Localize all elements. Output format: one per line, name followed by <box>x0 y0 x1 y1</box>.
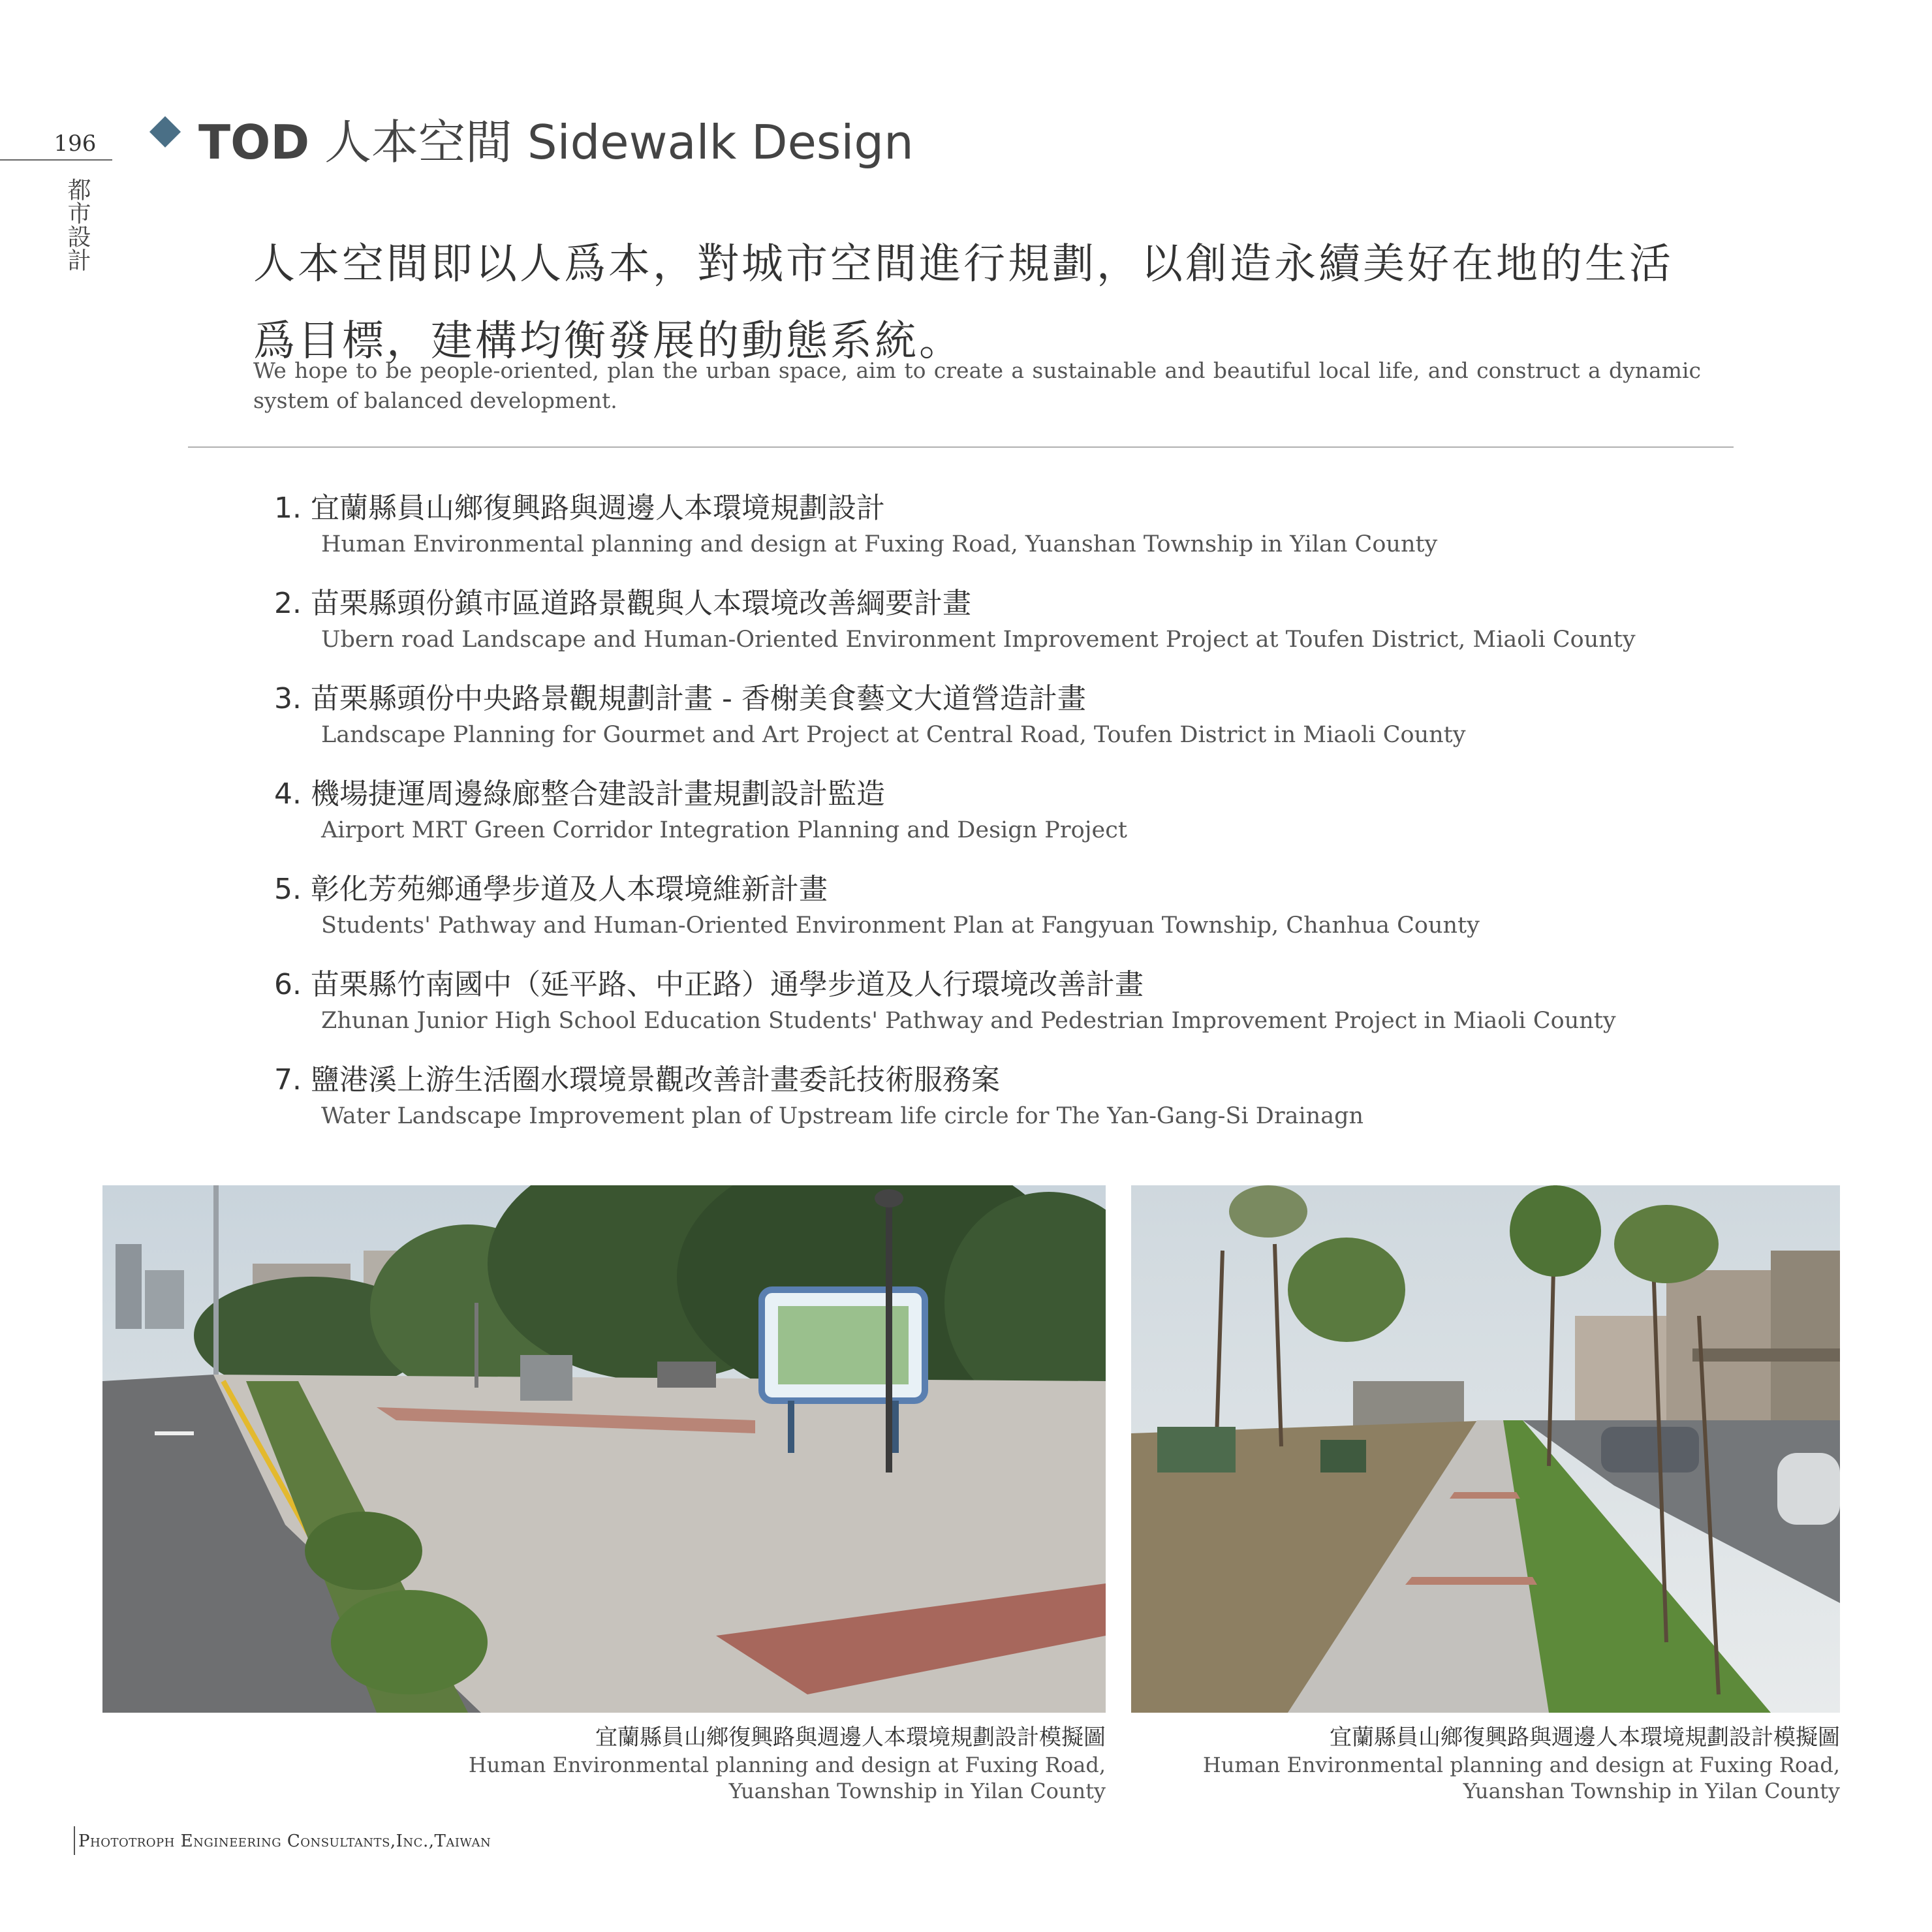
intro-english: We hope to be people-oriented, plan the urban space, aim to create a sustainable and beautiful local life, and construct a dynamic system of balanced development. <box>253 358 1701 413</box>
list-item <box>274 869 1710 965</box>
project-title-zh: 3. 苗栗縣頭份中央路景觀規劃計畫 - 香榭美食藝文大道營造計畫 <box>274 682 1086 715</box>
page-number: 196 <box>54 131 97 157</box>
photo-caption-right <box>1131 1723 1840 1804</box>
project-title-zh: 2. 苗栗縣頭份鎮市區道路景觀與人本環境改善綱要計畫 <box>274 587 971 620</box>
page-title-rest: 人本空間 Sidewalk Design <box>309 115 914 170</box>
project-title-en: Students' Pathway and Human-Oriented Environment Plan at Fangyuan Township, Chanhua County <box>321 912 1480 939</box>
photo-plaza-walkway <box>102 1185 1106 1713</box>
page-title-bold: TOD <box>198 115 310 170</box>
project-title-zh: 5. 彰化芳苑鄉通學步道及人本環境維新計畫 <box>274 873 828 906</box>
caption-zh: 宜蘭縣員山鄉復興路與週邊人本環境規劃設計模擬圖 <box>1330 1724 1840 1751</box>
list-item <box>274 679 1710 774</box>
list-item <box>274 965 1710 1060</box>
photo-caption-left <box>405 1723 1106 1804</box>
list-item <box>274 1060 1710 1155</box>
project-title-en: Water Landscape Improvement plan of Upstream life circle for The Yan-Gang-Si Drainagn <box>321 1103 1364 1129</box>
caption-zh: 宜蘭縣員山鄉復興路與週邊人本環境規劃設計模擬圖 <box>595 1724 1106 1751</box>
project-title-zh: 7. 鹽港溪上游生活圈水環境景觀改善計畫委託技術服務案 <box>274 1063 1000 1097</box>
project-title-zh: 1. 宜蘭縣員山鄉復興路與週邊人本環境規劃設計 <box>274 491 885 525</box>
project-title-en: Zhunan Junior High School Education Students' Pathway and Pedestrian Improvement Project in Miaoli County <box>321 1008 1616 1034</box>
project-title-en: Airport MRT Green Corridor Integration Planning and Design Project <box>321 817 1127 843</box>
project-title-zh: 4. 機場捷運周邊綠廊整合建設計畫規劃設計監造 <box>274 777 885 811</box>
list-item <box>274 488 1710 584</box>
photo-sidewalk-trees <box>1131 1185 1840 1713</box>
section-label-vertical: 都市設計 <box>64 178 91 272</box>
caption-en-line-1: Human Environmental planning and design at Fuxing Road, <box>468 1753 1106 1777</box>
caption-en-line-1: Human Environmental planning and design at Fuxing Road, <box>1202 1753 1840 1777</box>
caption-en-line-2: Yuanshan Township in Yilan County <box>728 1779 1106 1803</box>
page-number-rule <box>0 159 112 161</box>
footer-rule <box>74 1826 75 1855</box>
intro-chinese: 人本空間即以人爲本，對城市空間進行規劃，以創造永續美好在地的生活爲目標，建構均衡發展的動態系統。 <box>253 240 1674 366</box>
project-title-en: Ubern road Landscape and Human-Oriented Environment Improvement Project at Toufen District, Miaoli County <box>321 627 1636 653</box>
list-item <box>274 584 1710 679</box>
caption-en-line-2: Yuanshan Township in Yilan County <box>1463 1779 1840 1803</box>
diamond-bullet-icon <box>149 116 181 148</box>
project-title-zh: 6. 苗栗縣竹南國中（延平路、中正路）通學步道及人行環境改善計畫 <box>274 968 1144 1001</box>
page-title <box>198 104 914 172</box>
divider <box>188 446 1734 448</box>
footer-company: Phototroph Engineering Consultants,Inc.,Taiwan <box>78 1831 491 1851</box>
project-title-en: Landscape Planning for Gourmet and Art Project at Central Road, Toufen District in Miaoli County <box>321 722 1466 748</box>
project-list <box>274 488 1710 1155</box>
project-title-en: Human Environmental planning and design at Fuxing Road, Yuanshan Township in Yilan County <box>321 531 1438 557</box>
list-item <box>274 774 1710 869</box>
